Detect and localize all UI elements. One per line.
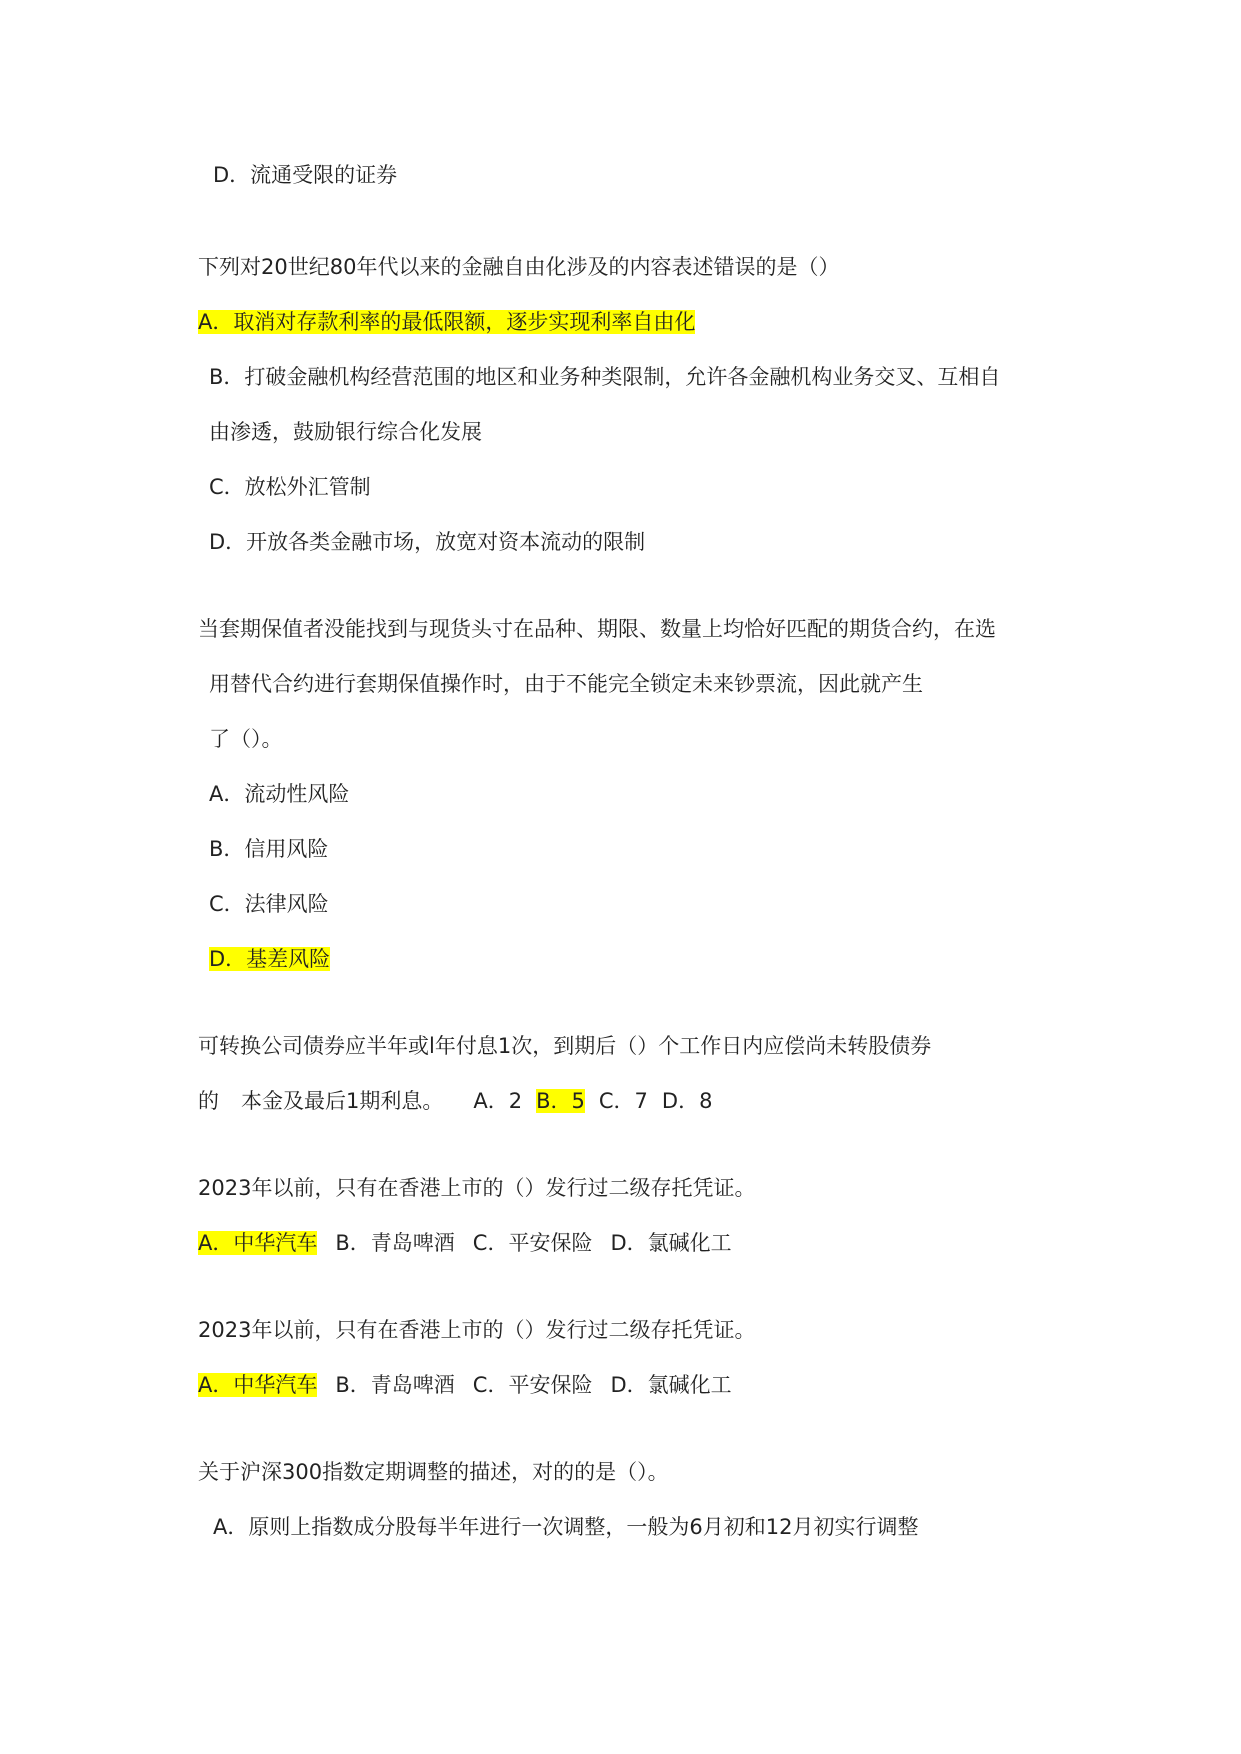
q1-option-b-line2: 由渗透，鼓励银行综合化发展 (209, 420, 482, 444)
q6-stem: 关于沪深300指数定期调整的描述，对的的是（）。 (198, 1460, 669, 1484)
q0-option-d: D．流通受限的证券 (213, 163, 398, 187)
q2-option-d (209, 944, 330, 974)
q6-option-a: A．原则上指数成分股每半年进行一次调整，一般为6月初和12月初实行调整 (213, 1515, 919, 1539)
q4-stem: 2023年以前，只有在香港上市的（）发行过二级存托凭证。 (198, 1176, 756, 1200)
q5-options (198, 1370, 732, 1400)
q4-option-c: C．平安保险 (472, 1231, 593, 1255)
q5-option-d: D．氯碱化工 (610, 1373, 732, 1397)
q1-option-c: C．放松外汇管制 (209, 475, 371, 499)
q3-option-a: A．2 (473, 1089, 523, 1113)
q4-options (198, 1228, 732, 1258)
q4-option-b: B．青岛啤酒 (335, 1231, 455, 1255)
q5-option-a-highlight: A．中华汽车 (198, 1373, 318, 1397)
q1-option-b-line1: B．打破金融机构经营范围的地区和业务种类限制，允许各金融机构业务交叉、互相自 (209, 365, 1001, 389)
q2-stem-line2: 用替代合约进行套期保值操作时，由于不能完全锁定未来钞票流，因此就产生 (209, 672, 923, 696)
q4-option-d: D．氯碱化工 (610, 1231, 732, 1255)
q3-option-b-highlight: B．5 (536, 1089, 585, 1113)
q2-stem-line3: 了（）。 (209, 727, 283, 751)
q4-option-a-highlight: A．中华汽车 (198, 1231, 318, 1255)
q1-option-d: D．开放各类金融市场，放宽对资本流动的限制 (209, 530, 646, 554)
q3-stem-line2 (198, 1086, 712, 1116)
q5-option-b: B．青岛啤酒 (335, 1373, 455, 1397)
q5-stem: 2023年以前，只有在香港上市的（）发行过二级存托凭证。 (198, 1318, 756, 1342)
q3-stem-line2-prefix: 的 (198, 1089, 219, 1113)
q1-stem: 下列对20世纪80年代以来的金融自由化涉及的内容表述错误的是（） (198, 255, 840, 279)
q3-stem-line2-text: 本金及最后1期利息。 (241, 1089, 444, 1113)
q1-option-a (198, 307, 695, 337)
q1-option-a-highlight: A．取消对存款利率的最低限额，逐步实现利率自由化 (198, 310, 696, 334)
q2-option-a: A．流动性风险 (209, 782, 350, 806)
q2-option-b: B．信用风险 (209, 837, 329, 861)
q3-option-c: C．7 (598, 1089, 648, 1113)
q3-stem-line1: 可转换公司债券应半年或l年付息1次，到期后（）个工作日内应偿尚未转股债券 (198, 1034, 932, 1058)
q5-option-c: C．平安保险 (472, 1373, 593, 1397)
q2-stem-line1: 当套期保值者没能找到与现货头寸在品种、期限、数量上均恰好匹配的期货合约，在选 (198, 617, 996, 641)
q3-option-d: D．8 (661, 1089, 713, 1113)
q2-option-d-highlight: D．基差风险 (209, 947, 331, 971)
q2-option-c: C．法律风险 (209, 892, 329, 916)
